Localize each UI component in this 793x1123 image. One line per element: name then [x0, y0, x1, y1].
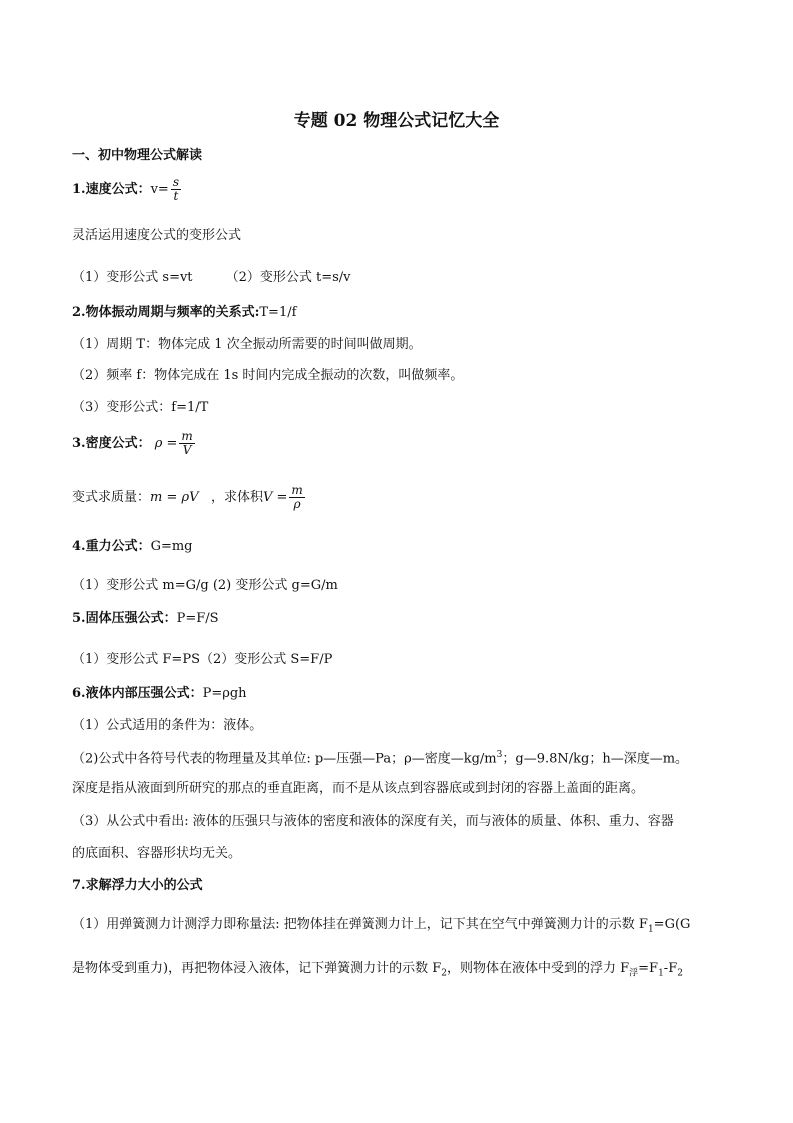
buoyancy-text-2d: -F [663, 961, 678, 976]
subscript-2: 2 [441, 968, 447, 979]
density-variant-volume: V = [262, 490, 288, 506]
density-heading: 3.密度公式： [72, 436, 151, 452]
volume-fraction [289, 484, 304, 511]
liquid-pressure-text-2b: ；g—9.8N/kg；h—深度—m。 [502, 751, 689, 767]
unit-superscript: 3 [496, 750, 503, 760]
liquid-pressure-text-4: （3）从公式中看出: 液体的压强只与液体的密度和液体的深度有关，而与液体的质量、体积、重力、容器 [72, 814, 674, 829]
liquid-pressure-formula: P=ρgh [202, 686, 247, 701]
gravity-heading: 4.重力公式： [72, 539, 151, 554]
subscript-buoyant: 浮 [629, 968, 639, 979]
density-variant-a: 变式求质量： [72, 490, 151, 506]
buoyancy-text-2 [72, 961, 683, 979]
density-formula-line [72, 430, 197, 457]
solid-pressure-heading: 5.固体压强公式： [72, 611, 177, 626]
period-text-3: （3）变形公式：f=1/T [72, 400, 209, 415]
period-heading-line [72, 305, 296, 321]
speed-fraction [171, 176, 181, 203]
density-numerator: m [181, 429, 193, 443]
liquid-pressure-text-2a: （2)公式中各符号代表的物理量及其单位: p—压强—Pa；ρ—密度—kg/m [72, 751, 497, 767]
subscript-4: 2 [677, 968, 683, 979]
speed-denominator: t [173, 189, 179, 204]
volume-numerator: m [291, 483, 303, 497]
speed-heading: 1.速度公式： [72, 182, 151, 198]
liquid-pressure-text-3: 深度是指从液面到所研究的那点的垂直距离，而不是从该点到容器底或到封闭的容器上盖面的距离。 [72, 781, 645, 796]
period-formula: T=1/f [259, 305, 297, 320]
density-prefix: ρ = [154, 436, 178, 452]
speed-numerator: s [172, 175, 179, 189]
solid-pressure-heading-line [72, 611, 219, 627]
buoyancy-text-1b: =G(G [653, 917, 691, 932]
speed-prefix: v= [150, 182, 169, 198]
density-denominator: V [182, 443, 192, 458]
buoyancy-text-1 [72, 917, 690, 935]
liquid-pressure-heading-line [72, 686, 247, 702]
solid-pressure-text-1: （1）变形公式 F=PS（2）变形公式 S=F/P [72, 652, 333, 667]
speed-formula-line [72, 176, 183, 203]
density-variant-line [72, 484, 307, 511]
buoyancy-text-2a: 是物体受到重力)，再把物体浸入液体，记下弹簧测力计的示数 F [72, 961, 442, 976]
buoyancy-heading: 7.求解浮力大小的公式 [72, 878, 203, 893]
period-text-2: （2）频率 f：物体完成在 1s 时间内完成全振动的次数，叫做频率。 [72, 368, 464, 383]
subscript-1: 1 [647, 924, 654, 935]
density-fraction [179, 430, 194, 457]
gravity-text-1: （1）变形公式 m=G/g (2) 变形公式 g=G/m [72, 578, 338, 593]
subscript-3: 1 [658, 968, 664, 979]
liquid-pressure-text-5: 的底面积、容器形状均无关。 [72, 846, 242, 861]
solid-pressure-formula: P=F/S [176, 611, 219, 626]
gravity-heading-line [72, 539, 193, 555]
gravity-formula: G=mg [150, 539, 193, 554]
period-heading: 2.物体振动周期与频率的关系式: [72, 305, 260, 320]
density-variant-mass: m = ρV [150, 490, 199, 506]
volume-denominator: ρ [293, 497, 301, 512]
page-title: 专题 02 物理公式记忆大全 [293, 111, 500, 131]
period-text-1: （1）周期 T：物体完成 1 次全振动所需要的时间叫做周期。 [72, 337, 422, 352]
buoyancy-text-2c: =F [638, 961, 659, 976]
buoyancy-text-1a: （1）用弹簧测力计测浮力即称量法: 把物体挂在弹簧测力计上，记下其在空气中弹簧测力计的示数 F [72, 917, 648, 932]
section-heading: 一、初中物理公式解读 [72, 148, 203, 163]
buoyancy-text-2b: ，则物体在液体中受到的浮力 F [446, 961, 630, 976]
liquid-pressure-text-2 [72, 750, 688, 767]
liquid-pressure-text-1: （1）公式适用的条件为：液体。 [72, 718, 263, 733]
speed-text-1: 灵活运用速度公式的变形公式 [72, 228, 242, 243]
speed-text-2: （1）变形公式 s=vt （2）变形公式 t=s/v [72, 270, 351, 285]
density-variant-c: ，求体积 [210, 490, 263, 506]
liquid-pressure-heading: 6.液体内部压强公式： [72, 686, 203, 701]
